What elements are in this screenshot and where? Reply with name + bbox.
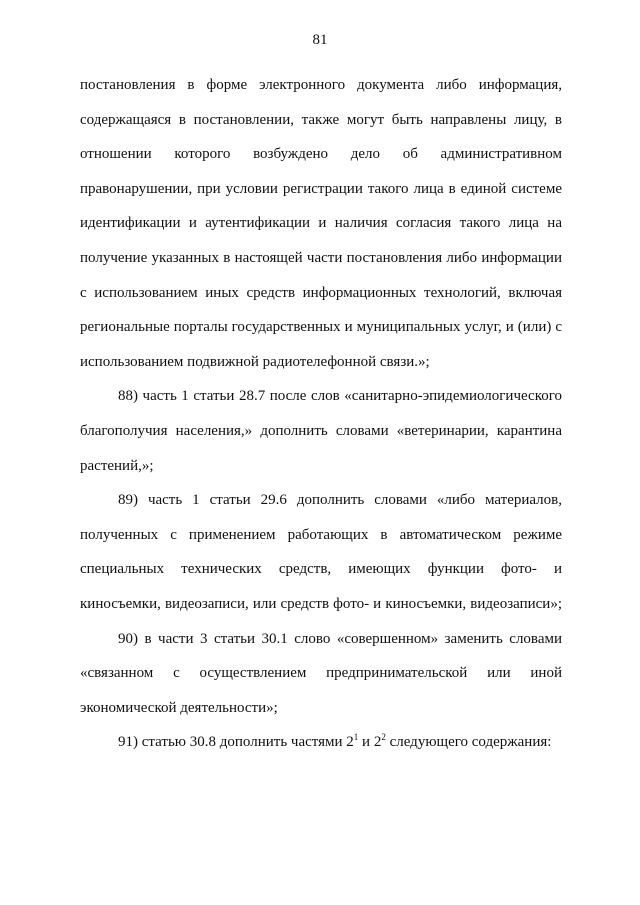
text-line: региональные порталы государственных и муниципальных услуг, и (или) с bbox=[80, 319, 562, 336]
item-89-line: специальных технических средств, имеющих функции фото- и bbox=[80, 561, 562, 578]
item-90-line: «связанном с осуществлением предпринимательской или иной bbox=[80, 665, 562, 682]
text-line: с использованием иных средств информационных технологий, включая bbox=[80, 284, 562, 301]
item-90-line: 90) в части 3 статьи 30.1 слово «совершенном» заменить словами bbox=[118, 630, 562, 647]
item-88-line: благополучия населения,» дополнить словами «ветеринарии, карантина bbox=[80, 422, 562, 439]
document-body bbox=[80, 68, 562, 760]
superscript-1: 1 bbox=[353, 732, 359, 743]
text-line: постановления в форме электронного документа либо информация, bbox=[80, 77, 562, 93]
item-89-line: полученных с применением работающих в автоматическом режиме bbox=[80, 526, 562, 543]
text-line: получение указанных в настоящей части постановления либо информации bbox=[80, 249, 562, 266]
item-88-line: растений,»; bbox=[80, 457, 154, 474]
item-91-text-middle: и 2 bbox=[358, 734, 382, 751]
item-90-line: экономической деятельности»; bbox=[80, 699, 278, 716]
item-91-line bbox=[80, 725, 562, 760]
item-91-text-end: следующего содержания: bbox=[385, 734, 552, 751]
text-line: правонарушении, при условии регистрации такого лица в единой системе bbox=[80, 180, 562, 197]
item-91-text-start: 91) статью 30.8 дополнить частями 2 bbox=[118, 734, 354, 751]
text-line: отношении которого возбуждено дело об административном bbox=[80, 146, 562, 163]
text-line: использованием подвижной радиотелефонной связи.»; bbox=[80, 353, 430, 370]
text-line: содержащаяся в постановлении, также могут быть направлены лицу, в bbox=[80, 111, 562, 128]
item-89-line: 89) часть 1 статьи 29.6 дополнить словами «либо материалов, bbox=[118, 492, 562, 509]
superscript-2: 2 bbox=[381, 732, 386, 743]
item-89-line: киносъемки, видеозаписи, или средств фото- и киносъемки, видеозаписи»; bbox=[80, 595, 562, 612]
item-88-line: 88) часть 1 статьи 28.7 после слов «санитарно-эпидемиологического bbox=[118, 388, 562, 405]
text-line: идентификации и аутентификации и наличия согласия такого лица на bbox=[80, 215, 562, 232]
page-number: 81 bbox=[312, 32, 328, 48]
